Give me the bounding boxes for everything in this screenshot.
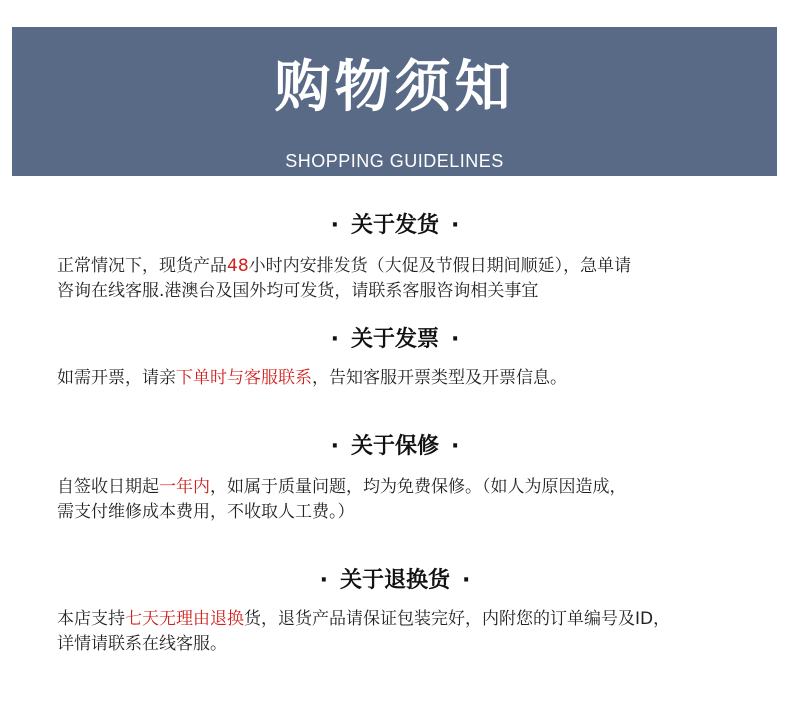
text-line xyxy=(57,607,747,632)
section-heading-returns xyxy=(0,566,790,596)
bullet-dot-icon: · xyxy=(330,434,339,459)
section-body-returns xyxy=(57,607,747,657)
text-line xyxy=(57,475,747,500)
bullet-dot-icon: · xyxy=(462,568,471,593)
bullet-dot-icon: · xyxy=(451,213,460,238)
text-line xyxy=(57,632,747,657)
text-line xyxy=(57,279,747,304)
text-segment: 需支付维修成本费用，不收取人工费。） xyxy=(57,502,355,522)
bullet-dot-icon: · xyxy=(319,568,328,593)
text-line xyxy=(57,500,747,525)
text-segment: 咨询在线客服.港澳台及国外均可发货，请联系客服咨询相关事宜 xyxy=(57,281,539,301)
bullet-dot-icon: · xyxy=(330,213,339,238)
text-segment: ，告知客服开票类型及开票信息。 xyxy=(312,368,567,388)
text-line xyxy=(57,254,747,279)
section-title: 关于发货 xyxy=(350,213,439,238)
highlighted-text: 下单时与客服联系 xyxy=(176,368,312,388)
section-title: 关于退换货 xyxy=(339,568,450,593)
section-body-invoice xyxy=(57,366,747,391)
section-title: 关于保修 xyxy=(350,434,439,459)
bullet-dot-icon: · xyxy=(451,327,460,352)
page-subtitle: SHOPPING GUIDELINES xyxy=(285,151,504,171)
section-body-shipping xyxy=(57,254,747,304)
text-segment: 详情请联系在线客服。 xyxy=(57,634,227,654)
text-segment: ，如属于质量问题，均为免费保修。（如人为原因造成， xyxy=(210,477,627,497)
text-segment: 如需开票，请亲 xyxy=(57,368,176,388)
highlighted-text: 七天无理由退换 xyxy=(125,609,244,629)
text-segment: 小时内安排发货（大促及节假日期间顺延），急单请 xyxy=(248,256,632,276)
section-heading-warranty xyxy=(0,432,790,462)
section-heading-shipping xyxy=(0,211,790,241)
bullet-dot-icon: · xyxy=(451,434,460,459)
section-heading-invoice xyxy=(0,325,790,355)
text-segment: 正常情况下，现货产品 xyxy=(57,256,227,276)
header-banner xyxy=(12,27,777,176)
text-segment: 货，退货产品请保证包装完好，内附您的订单编号及ID， xyxy=(244,609,671,629)
highlighted-text: 一年内 xyxy=(159,477,210,497)
bullet-dot-icon: · xyxy=(330,327,339,352)
highlighted-text: 48 xyxy=(227,256,249,276)
text-segment: 本店支持 xyxy=(57,609,125,629)
section-body-warranty xyxy=(57,475,747,525)
page-title: 购物须知 xyxy=(274,55,515,120)
text-segment: 自签收日期起 xyxy=(57,477,159,497)
text-line xyxy=(57,366,747,391)
section-title: 关于发票 xyxy=(350,327,439,352)
